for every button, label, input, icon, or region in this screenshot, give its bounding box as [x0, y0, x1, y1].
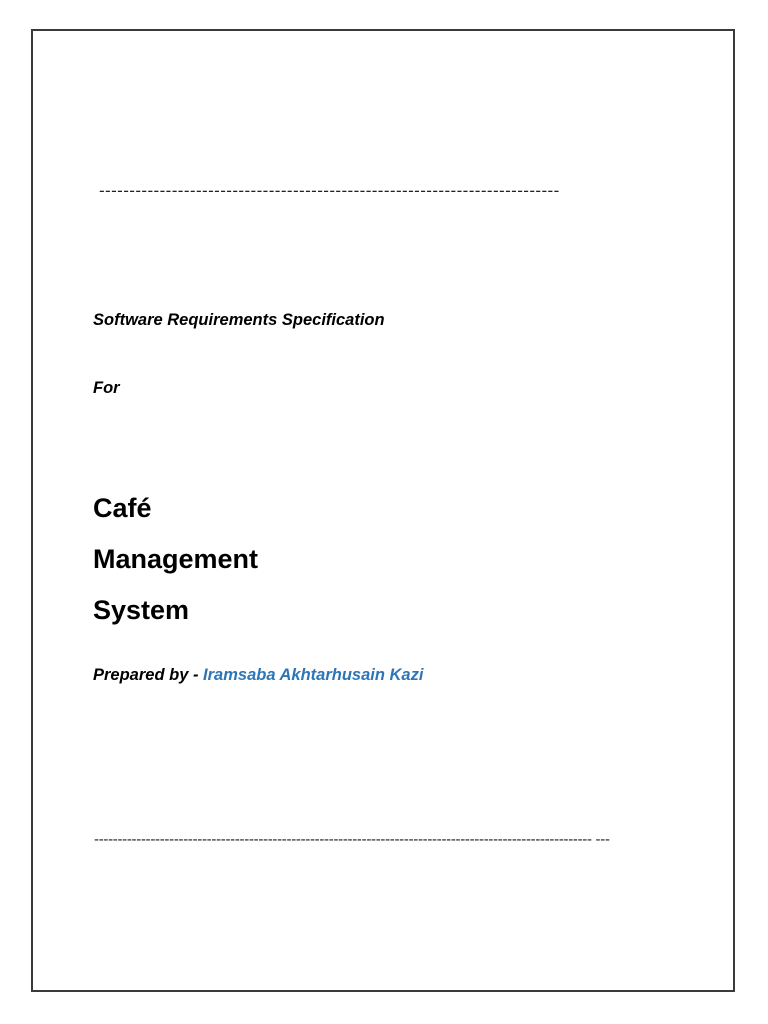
author-name: Iramsaba Akhtarhusain Kazi	[203, 666, 424, 684]
title-line-cafe: Café	[93, 493, 152, 523]
for-label: For	[93, 379, 120, 397]
title-line-management: Management	[93, 544, 259, 574]
bottom-dashed-rule: ---------------------------------------------------------------------------------------------------------- ---	[94, 832, 610, 847]
top-dashed-rule: ----------------------------------------------------------------------------	[99, 182, 560, 199]
title-line-system: System	[93, 595, 190, 625]
document-subtitle: Software Requirements Specification	[93, 311, 385, 329]
prepared-by-label: Prepared by -	[93, 666, 204, 684]
prepared-by-line	[93, 667, 423, 684]
